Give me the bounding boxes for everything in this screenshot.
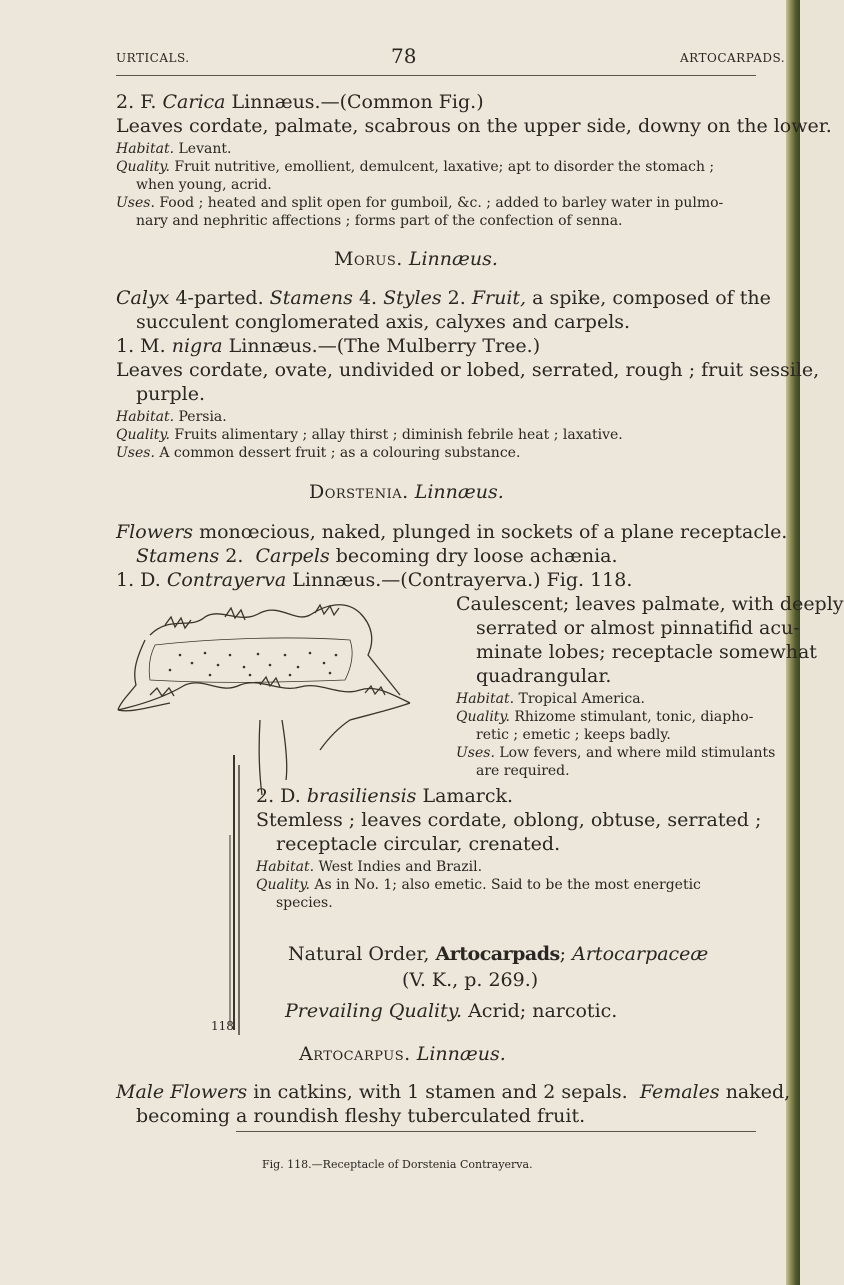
running-head-right: ARTOCARPADS.	[680, 51, 786, 65]
carica-description: Leaves cordate, palmate, scabrous on the upper side, downy on the lower.	[116, 115, 832, 137]
carica-quality-cont: when young, acrid.	[136, 177, 272, 193]
carica-habitat: Habitat. Levant.	[116, 141, 232, 157]
contrayerva-desc-2: serrated or almost pinnatifid acu-	[476, 617, 800, 639]
contrayerva-desc-3: minate lobes; receptacle somewhat	[476, 641, 817, 663]
morus-uses: Uses. A common dessert fruit ; as a colouring substance.	[116, 445, 521, 461]
dorstenia-contrayerva-title: 1. D. Contrayerva Linnæus.—(Contrayerva.) Fig. 118.	[116, 569, 633, 591]
brasiliensis-quality-cont: species.	[276, 895, 333, 911]
page-number: 78	[391, 44, 417, 68]
morus-quality: Quality. Fruits alimentary ; allay thirst ; diminish febrile heat ; laxative.	[116, 427, 623, 443]
contrayerva-quality-cont: retic ; emetic ; keeps badly.	[476, 727, 671, 743]
contrayerva-desc-1: Caulescent; leaves palmate, with deeply	[456, 593, 844, 615]
dorstenia-stamens-carpels: Stamens 2. Carpels becoming dry loose achænia.	[136, 545, 618, 567]
contrayerva-uses: Uses. Low fevers, and where mild stimulants	[456, 745, 776, 761]
contrayerva-desc-4: quadrangular.	[476, 665, 612, 687]
figure-caption: Fig. 118.—Receptacle of Dorstenia Contrayerva.	[262, 1158, 533, 1171]
artocarpus-fruit: becoming a roundish fleshy tuberculated fruit.	[136, 1105, 586, 1127]
morus-heading: Morus. Linnæus.	[334, 248, 498, 270]
artocarpus-heading: Artocarpus. Linnæus.	[299, 1043, 506, 1065]
artocarpus-flowers: Male Flowers in catkins, with 1 stamen and 2 sepals. Females naked,	[116, 1081, 791, 1103]
brasiliensis-habitat: Habitat. West Indies and Brazil.	[256, 859, 483, 875]
brasiliensis-quality: Quality. As in No. 1; also emetic. Said to be the most energetic	[256, 877, 701, 893]
brasiliensis-desc-1: Stemless ; leaves cordate, oblong, obtuse, serrated ;	[256, 809, 762, 831]
dorstenia-brasiliensis-title: 2. D. brasiliensis Lamarck.	[256, 785, 514, 807]
contrayerva-quality: Quality. Rhizome stimulant, tonic, diapho-	[456, 709, 754, 725]
dorstenia-heading: Dorstenia. Linnæus.	[309, 481, 504, 503]
figure-number: 118	[211, 1019, 234, 1033]
contrayerva-uses-cont: are required.	[476, 763, 570, 779]
dorstenia-receptacle-figure	[110, 585, 450, 1045]
carica-uses: Uses. Food ; heated and split open for gumboil, &c. ; added to barley water in pulmo-	[116, 195, 724, 211]
dorstenia-flowers: Flowers monœcious, naked, plunged in sockets of a plane receptacle.	[116, 521, 788, 543]
morus-nigra-description-cont: purple.	[136, 383, 206, 405]
morus-characters-cont: succulent conglomerated axis, calyxes and carpels.	[136, 311, 631, 333]
natural-order-reference: (V. K., p. 269.)	[402, 969, 539, 991]
carica-uses-cont: nary and nephritic affections ; forms part of the confection of senna.	[136, 213, 623, 229]
morus-characters: Calyx 4-parted. Stamens 4. Styles 2. Fruit, a spike, composed of the	[116, 287, 771, 309]
carica-quality: Quality. Fruit nutritive, emollient, demulcent, laxative; apt to disorder the stomach ;	[116, 159, 715, 175]
morus-habitat: Habitat. Persia.	[116, 409, 227, 425]
contrayerva-habitat: Habitat. Tropical America.	[456, 691, 645, 707]
carica-title: 2. F. Carica Linnæus.—(Common Fig.)	[116, 91, 484, 113]
prevailing-quality: Prevailing Quality. Acrid; narcotic.	[285, 1000, 618, 1022]
morus-nigra-title: 1. M. nigra Linnæus.—(The Mulberry Tree.)	[116, 335, 541, 357]
brasiliensis-desc-2: receptacle circular, crenated.	[276, 833, 561, 855]
natural-order-line: Natural Order, Artocarpads; Artocarpaceæ	[288, 943, 709, 965]
morus-nigra-description: Leaves cordate, ovate, undivided or lobed, serrated, rough ; fruit sessile,	[116, 359, 820, 381]
header-rule	[116, 75, 756, 76]
figure-rule	[236, 1131, 756, 1132]
running-head-left: URTICALS.	[116, 51, 190, 65]
